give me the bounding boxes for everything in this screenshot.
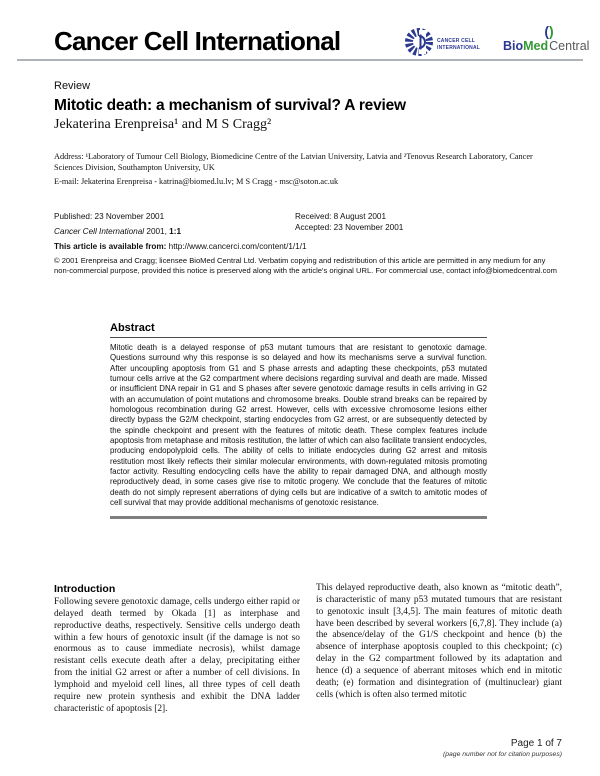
bmc-central: Central (549, 39, 590, 53)
paren-left: ( (544, 23, 549, 39)
abstract-heading: Abstract (110, 322, 487, 338)
article-title: Mitotic death: a mechanism of survival? A review (54, 97, 406, 114)
article-type-label: Review (54, 80, 91, 92)
article-url-link[interactable]: http://www.cancerci.com/content/1/1/1 (168, 242, 307, 251)
cci-logo-line2: INTERNATIONAL (437, 44, 481, 51)
email-line: E-mail: Jekaterina Erenpreisa - katrina@biomed.lu.lv; M S Cragg - msc@soton.ac.uk (54, 177, 339, 186)
paren-right: ) (549, 23, 554, 39)
received-date: Received: 8 August 2001 (295, 212, 387, 221)
bmc-bio: Bio (503, 39, 524, 53)
biomed-parentheses-icon (503, 24, 589, 38)
address-line: Address: ¹Laboratory of Tumour Cell Biology, Biomedicine Centre of the Latvian University, Latvia and ²Tenovus Research Laboratory, Cancer Sciences Division, Southampton University, UK (54, 152, 533, 172)
cancer-cell-logo-icon (404, 27, 434, 62)
biomed-central-logo (503, 24, 589, 53)
body-columns (54, 583, 562, 715)
accepted-date: Accepted: 23 November 2001 (295, 223, 404, 232)
cancer-cell-logo-text (437, 38, 480, 51)
availability-label: This article is available from: (54, 242, 169, 251)
citation-journal-name: Cancer Cell International (54, 227, 145, 236)
introduction-paragraph-right: This delayed reproductive death, also known as “mitotic death”, is characteristic of many p53 mutated tumours that are resistant to genotoxic insult [3,4,5]. The main features of mitotic death have been described by several workers [6,7,8]. They include (a) the absence/delay of the G1/S checkpoint and hence (b) the absence of interphase apoptosis coupled to this checkpoint; (c) delay in the G2 compartment followed by its adaptation and hence (d) a sequence of aberrant mitoses which end in mitotic death; (e) formation and disintegration of (multinuclear) giant cells (which is often also termed mitotic (316, 583, 562, 700)
right-column (316, 583, 562, 715)
citation-year: 2001, (144, 227, 170, 236)
availability-line (54, 242, 307, 251)
header-divider (17, 59, 583, 61)
introduction-heading: Introduction (54, 583, 116, 595)
cci-logo-line1: CANCER CELL (437, 38, 476, 45)
page-number: Page 1 of 7 (510, 738, 562, 749)
biomed-central-wordmark (503, 39, 589, 53)
abstract-bottom-rule (110, 516, 487, 519)
cancer-cell-international-logo (404, 27, 480, 62)
journal-citation (54, 227, 181, 236)
bmc-med: Med (523, 39, 549, 53)
abstract-section (110, 322, 487, 519)
copyright-notice: © 2001 Erenpreisa and Cragg; licensee BioMed Central Ltd. Verbatim copying and redistribution of this article are permitted in any medium for any non-commercial purpose, provided this notice is preserved along with the article's original URL. For commercial use, contact info@biomedcentral.com (54, 256, 557, 276)
citation-volume: 1:1 (169, 227, 182, 236)
introduction-paragraph-left: Following severe genotoxic damage, cells undergo either rapid or delayed death termed by Okada [1] as interphase and reproductive deaths, respectively. Sensitive cells undergo death within a few hours of genotoxic insult (if the damage is not so enormous as to cause immediate necrosis), whilst damage resistant cells execute death after a delay, precipitating either from the initial G2 arrest or after a number of cell divisions. In lymphoid and myeloid cell lines, all three types of cell death require new protein synthesis and exhibit the DNA ladder characteristic of apoptosis [2]. (54, 597, 300, 714)
citation-note: (page number not for citation purposes) (442, 751, 562, 758)
journal-name: Cancer Cell International (54, 26, 341, 56)
left-column (54, 583, 300, 715)
authors-line: Jekaterina Erenpreisa¹ and M S Cragg² (54, 117, 272, 132)
page-footer (443, 738, 562, 758)
abstract-body: Mitotic death is a delayed response of p53 mutant tumours that are resistant to genotoxic damage. Questions surround why this response is so delayed and how its mechanisms serve a survival function. After uncoupling apoptosis from G1 and S phase arrests and adapting these checkpoints, p53 mutated tumour cells arrive at the G2 compartment where decisions regarding survival and death are made. Missed or insufficient DNA repair in G1 and S phases after severe genotoxic damage results in cells arriving in G2 with an accumulation of point mutations and chromosome breaks. Double strand breaks can be repaired by homologous recombination during G2 arrest. However, cells with excessive chromosome lesions either directly bypass the G2/M checkpoint, starting endocycles from G2 arrest, or are subsequently detected by the spindle checkpoint and present with the features of mitotic death. These complex features include apoptosis from metaphase and mitosis restitution, the latter of which can also facilitate transient endocycles, producing endopolyploid cells. The ability of cells to initiate endocycles during G2 arrest and mitosis restitution most likely reflects their similar molecular environments, with down-regulated mitosis promoting factor activity. Resulting endocycling cells have the ability to repair damaged DNA, and although mostly reproductively dead, in some cases give rise to mitotic progeny. We conclude that the features of mitotic death do not simply represent aberrations of dying cells but are indicative of a switch to amitotic modes of cell survival that may provide additional mechanisms of genotoxic resistance. (110, 343, 487, 508)
published-date: Published: 23 November 2001 (54, 212, 165, 221)
